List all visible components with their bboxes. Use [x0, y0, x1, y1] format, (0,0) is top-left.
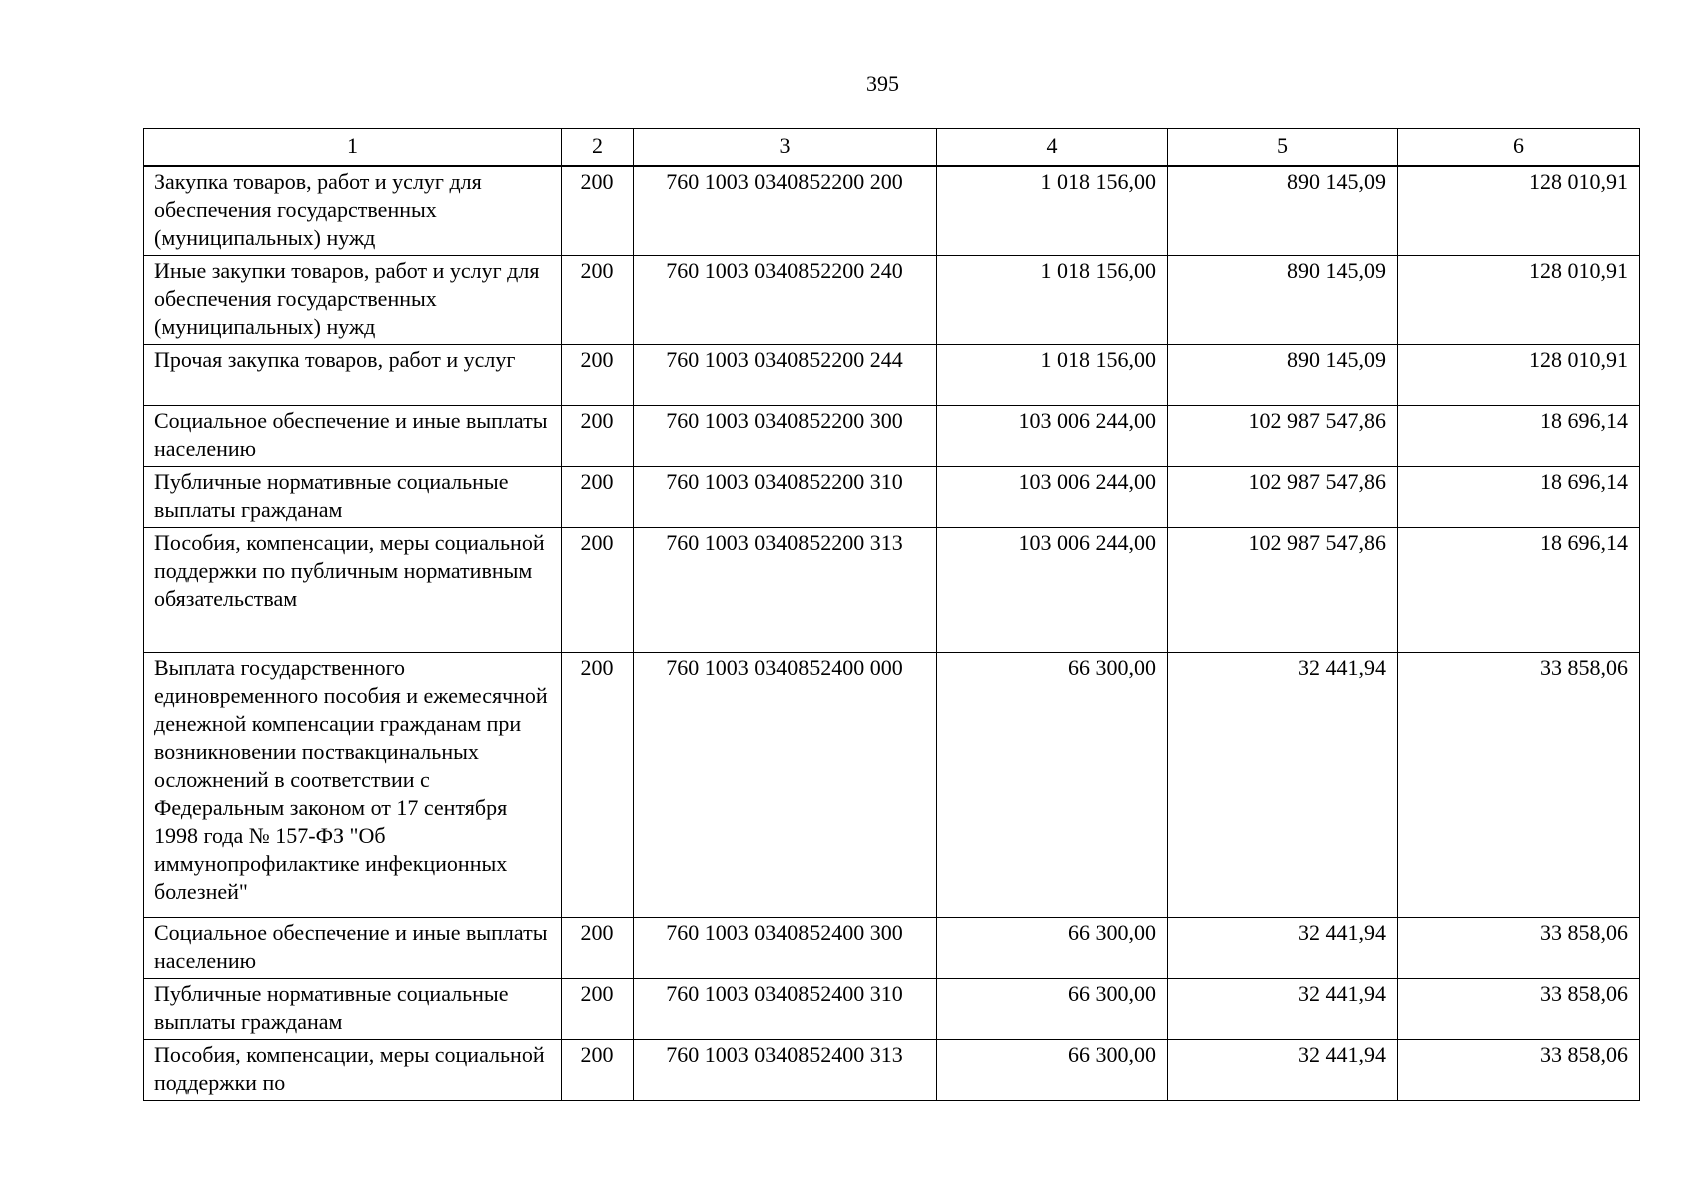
executed-amount-cell: 890 145,09 — [1168, 166, 1398, 256]
approved-amount-cell: 103 006 244,00 — [937, 528, 1168, 653]
table-row — [144, 1040, 1640, 1101]
row-name-cell: Закупка товаров, работ и услуг для обеспечения государственных (муниципальных) нужд — [144, 166, 562, 256]
line-code-cell: 200 — [562, 918, 634, 979]
executed-amount-cell: 102 987 547,86 — [1168, 406, 1398, 467]
budget-code-cell: 760 1003 0340852200 300 — [634, 406, 937, 467]
executed-amount-cell: 32 441,94 — [1168, 918, 1398, 979]
line-code-cell: 200 — [562, 1040, 634, 1101]
approved-amount-cell: 103 006 244,00 — [937, 406, 1168, 467]
row-name-cell: Прочая закупка товаров, работ и услуг — [144, 345, 562, 406]
line-code-cell: 200 — [562, 467, 634, 528]
unexecuted-amount-cell: 128 010,91 — [1398, 166, 1640, 256]
table-row — [144, 528, 1640, 653]
budget-code-cell: 760 1003 0340852400 000 — [634, 653, 937, 918]
approved-amount-cell: 66 300,00 — [937, 918, 1168, 979]
executed-amount-cell: 890 145,09 — [1168, 345, 1398, 406]
row-name-cell: Иные закупки товаров, работ и услуг для обеспечения государственных (муниципальных) нужд — [144, 256, 562, 345]
column-header-6: 6 — [1398, 129, 1640, 167]
budget-code-cell: 760 1003 0340852400 300 — [634, 918, 937, 979]
page-number: 395 — [866, 71, 899, 96]
budget-code-cell: 760 1003 0340852200 200 — [634, 166, 937, 256]
executed-amount-cell: 102 987 547,86 — [1168, 467, 1398, 528]
budget-code-cell: 760 1003 0340852200 240 — [634, 256, 937, 345]
budget-code-cell: 760 1003 0340852400 313 — [634, 1040, 937, 1101]
budget-code-cell: 760 1003 0340852400 310 — [634, 979, 937, 1040]
table-row — [144, 406, 1640, 467]
column-header-2: 2 — [562, 129, 634, 167]
budget-code-cell: 760 1003 0340852200 244 — [634, 345, 937, 406]
table-row — [144, 166, 1640, 256]
column-header-1: 1 — [144, 129, 562, 167]
line-code-cell: 200 — [562, 166, 634, 256]
row-name-cell: Социальное обеспечение и иные выплаты населению — [144, 918, 562, 979]
column-header-3: 3 — [634, 129, 937, 167]
approved-amount-cell: 1 018 156,00 — [937, 345, 1168, 406]
table-row — [144, 345, 1640, 406]
unexecuted-amount-cell: 33 858,06 — [1398, 979, 1640, 1040]
executed-amount-cell: 32 441,94 — [1168, 979, 1398, 1040]
table-body — [144, 166, 1640, 1101]
column-number-row — [144, 129, 1640, 167]
approved-amount-cell: 1 018 156,00 — [937, 256, 1168, 345]
line-code-cell: 200 — [562, 345, 634, 406]
line-code-cell: 200 — [562, 406, 634, 467]
approved-amount-cell: 1 018 156,00 — [937, 166, 1168, 256]
column-header-5: 5 — [1168, 129, 1398, 167]
row-name-cell: Пособия, компенсации, меры социальной поддержки по публичным нормативным обязательствам — [144, 528, 562, 653]
line-code-cell: 200 — [562, 528, 634, 653]
unexecuted-amount-cell: 128 010,91 — [1398, 256, 1640, 345]
executed-amount-cell: 890 145,09 — [1168, 256, 1398, 345]
approved-amount-cell: 66 300,00 — [937, 1040, 1168, 1101]
table-header — [144, 129, 1640, 167]
unexecuted-amount-cell: 33 858,06 — [1398, 653, 1640, 918]
approved-amount-cell: 66 300,00 — [937, 653, 1168, 918]
executed-amount-cell: 32 441,94 — [1168, 1040, 1398, 1101]
approved-amount-cell: 66 300,00 — [937, 979, 1168, 1040]
table-row — [144, 653, 1640, 918]
column-header-4: 4 — [937, 129, 1168, 167]
row-name-cell: Пособия, компенсации, меры социальной поддержки по — [144, 1040, 562, 1101]
budget-execution-table — [143, 128, 1640, 1101]
unexecuted-amount-cell: 33 858,06 — [1398, 1040, 1640, 1101]
executed-amount-cell: 102 987 547,86 — [1168, 528, 1398, 653]
row-name-cell: Публичные нормативные социальные выплаты гражданам — [144, 467, 562, 528]
table-row — [144, 467, 1640, 528]
table-row — [144, 918, 1640, 979]
line-code-cell: 200 — [562, 256, 634, 345]
line-code-cell: 200 — [562, 653, 634, 918]
budget-code-cell: 760 1003 0340852200 313 — [634, 528, 937, 653]
line-code-cell: 200 — [562, 979, 634, 1040]
executed-amount-cell: 32 441,94 — [1168, 653, 1398, 918]
table-row — [144, 256, 1640, 345]
unexecuted-amount-cell: 18 696,14 — [1398, 528, 1640, 653]
unexecuted-amount-cell: 18 696,14 — [1398, 406, 1640, 467]
row-name-cell: Выплата государственного единовременного пособия и ежемесячной денежной компенсации гражданам при возникновении поствакцинальных осложнений в соответствии с Федеральным законом от 17 сентября 1998 года № 157-ФЗ "Об иммунопрофилактике инфекционных болезней" — [144, 653, 562, 918]
unexecuted-amount-cell: 18 696,14 — [1398, 467, 1640, 528]
unexecuted-amount-cell: 128 010,91 — [1398, 345, 1640, 406]
budget-code-cell: 760 1003 0340852200 310 — [634, 467, 937, 528]
unexecuted-amount-cell: 33 858,06 — [1398, 918, 1640, 979]
row-name-cell: Публичные нормативные социальные выплаты гражданам — [144, 979, 562, 1040]
row-name-cell: Социальное обеспечение и иные выплаты населению — [144, 406, 562, 467]
approved-amount-cell: 103 006 244,00 — [937, 467, 1168, 528]
table-row — [144, 979, 1640, 1040]
